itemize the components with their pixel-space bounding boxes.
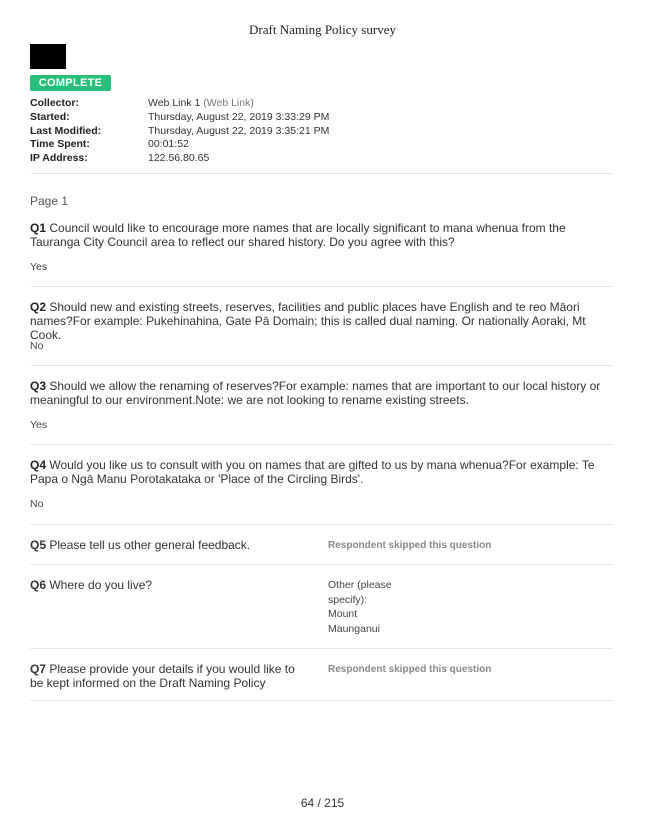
answer-7-skipped: Respondent skipped this question — [328, 664, 492, 675]
answer-line: specify): — [328, 593, 368, 606]
question-7 — [30, 662, 310, 690]
question-6 — [30, 578, 310, 592]
meta-key: IP Address: — [30, 152, 88, 165]
meta-key: Collector: — [30, 97, 80, 109]
question-2 — [30, 300, 613, 342]
response-metadata — [30, 97, 329, 166]
meta-key: Started: — [30, 110, 70, 123]
meta-value: Web Link 1 — [148, 97, 201, 109]
divider — [30, 524, 613, 525]
question-number: Q7 — [30, 662, 47, 676]
answer-4: No — [30, 498, 44, 510]
question-number: Q6 — [30, 578, 47, 592]
question-text: Please tell us other general feedback. — [46, 538, 251, 552]
answer-5-skipped: Respondent skipped this question — [328, 540, 492, 551]
answer-line: Other (please — [328, 579, 392, 591]
divider — [30, 444, 613, 445]
question-4 — [30, 458, 613, 486]
divider — [30, 365, 613, 366]
question-text: Council would like to encourage more names that are locally significant to mana whenua from the Tauranga City Council area to reflect our shared history. Do you agree with this? — [30, 221, 566, 249]
meta-row-time-spent — [30, 138, 329, 152]
question-number: Q5 — [30, 538, 47, 552]
question-text: Should new and existing streets, reserves, facilities and public places have English and te reo Māori names?For example: Pukehinahina, Gate Pā Domain; this is called dual naming. Or nationally Aoraki, Mt Cook. — [30, 300, 586, 342]
answer-line: Maunganui — [328, 623, 380, 636]
status-badge: COMPLETE — [30, 75, 111, 91]
meta-key: Time Spent: — [30, 138, 90, 151]
divider — [30, 700, 613, 701]
page-number: 64 / 215 — [300, 796, 345, 810]
answer-1: Yes — [30, 261, 48, 273]
meta-row-collector — [30, 97, 329, 111]
respondent-logo — [30, 44, 66, 69]
question-text: Would you like us to consult with you on names that are gifted to us by mana whenua?For example: Te Papa o Ngā Manu Porotakataka or 'Place of the Circling Birds'. — [30, 458, 595, 486]
question-5 — [30, 538, 310, 552]
meta-value: Thursday, August 22, 2019 3:33:29 PM — [148, 110, 330, 123]
question-text: Should we allow the renaming of reserves?For example: names that are important to our local history or meaningful to our environment.Note: we are not looking to rename existing streets. — [30, 379, 601, 407]
meta-value: 122.56.80.65 — [148, 152, 210, 165]
question-text: Please provide your details if you would like to be kept informed on the Draft Naming Policy — [30, 662, 295, 690]
answer-2: No — [30, 340, 44, 352]
meta-value: 00:01:52 — [148, 138, 189, 151]
question-3 — [30, 379, 613, 407]
page-label: Page 1 — [30, 194, 69, 208]
question-number: Q3 — [30, 379, 47, 393]
answer-6 — [328, 578, 418, 637]
question-number: Q4 — [30, 458, 47, 472]
meta-row-ip-address — [30, 152, 329, 166]
divider — [30, 286, 613, 287]
meta-value: Thursday, August 22, 2019 3:35:21 PM — [148, 124, 330, 137]
question-1 — [30, 221, 613, 249]
document-title: Draft Naming Policy survey — [249, 22, 396, 37]
meta-row-last-modified — [30, 125, 329, 139]
answer-3: Yes — [30, 419, 48, 431]
divider — [30, 648, 613, 649]
divider — [30, 173, 613, 174]
meta-value-extra: (Web Link) — [200, 97, 254, 109]
divider — [30, 564, 613, 565]
question-number: Q1 — [30, 221, 47, 235]
question-text: Where do you live? — [46, 578, 153, 592]
answer-line: Mount — [328, 608, 358, 621]
meta-row-started — [30, 111, 329, 125]
question-number: Q2 — [30, 300, 47, 314]
meta-key: Last Modified: — [30, 124, 102, 137]
